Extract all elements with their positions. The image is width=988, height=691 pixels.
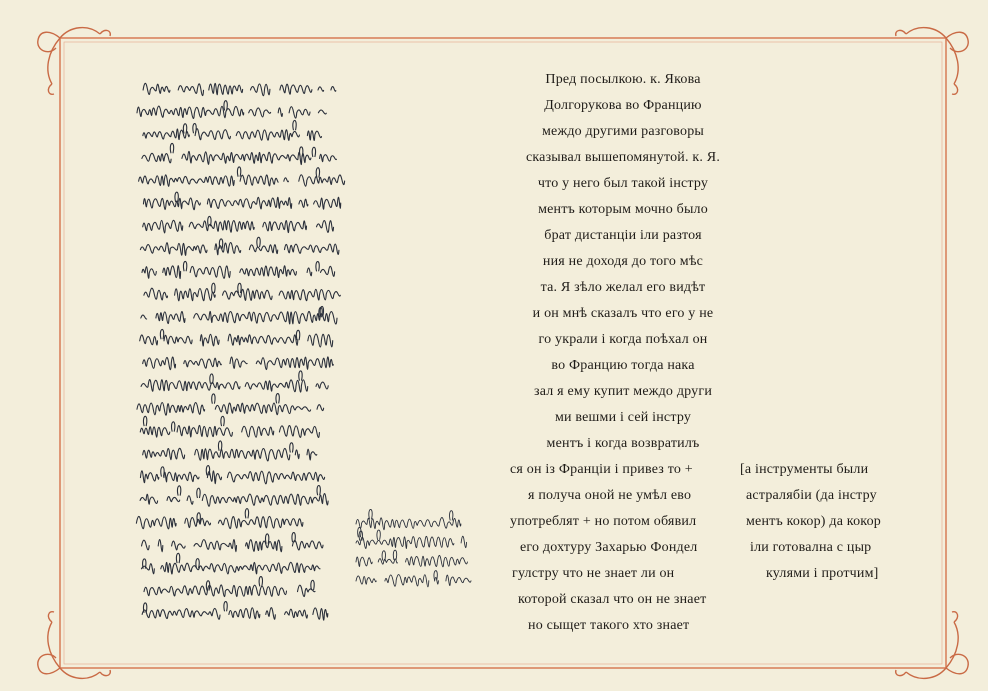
- handwriting-stroke: [218, 441, 221, 451]
- handwriting-stroke: [161, 467, 164, 477]
- handwriting-line: [142, 539, 323, 551]
- margin-note-line: [а iнструменты были: [740, 462, 869, 477]
- handwriting-line: [140, 471, 324, 484]
- handwriting-stroke: [259, 577, 262, 587]
- margin-note-line: астралябiи (да iнстру: [746, 488, 877, 503]
- handwriting-stroke: [143, 416, 146, 426]
- transcription-line: ми вешми i сей iнстру: [554, 410, 692, 425]
- transcription-line: ния не доходя до того мѣс: [542, 254, 704, 269]
- handwriting-stroke: [450, 511, 453, 521]
- handwriting-line: [143, 220, 334, 233]
- transcription-line: которой сказал что он не знает: [518, 592, 707, 607]
- handwriting-stroke: [196, 559, 199, 569]
- handwriting-stroke: [172, 422, 175, 432]
- handwriting-stroke: [276, 394, 279, 404]
- margin-note-line: кулями i протчим]: [766, 566, 879, 581]
- handwriting-stroke: [382, 551, 385, 561]
- handwriting-stroke: [377, 530, 380, 540]
- handwriting-stroke: [197, 488, 200, 498]
- handwriting-line: [140, 334, 333, 347]
- handwriting-stroke: [210, 374, 213, 384]
- handwriting-stroke: [316, 262, 319, 272]
- handwriting-stroke: [160, 329, 163, 339]
- handwriting-stroke: [143, 603, 146, 613]
- handwriting-stroke: [257, 237, 260, 247]
- handwriting-line: [143, 83, 343, 95]
- handwriting-line: [143, 129, 322, 141]
- handwriting-line: [139, 175, 345, 187]
- transcription-line: я получа оной не умѣл ево: [528, 488, 692, 503]
- handwriting-stroke: [290, 443, 293, 453]
- handwriting-stroke: [300, 147, 303, 157]
- transcription-line: но сыщет такого хто знает: [528, 618, 690, 633]
- handwriting-stroke: [212, 394, 215, 404]
- handwriting-stroke: [316, 168, 319, 178]
- manuscript-marginal-note: [350, 508, 475, 598]
- handwriting-line: [140, 243, 339, 256]
- handwriting-stroke: [224, 101, 227, 111]
- handwriting-line: [356, 575, 471, 587]
- handwriting-stroke: [312, 147, 315, 157]
- handwriting-stroke: [317, 485, 320, 495]
- handwriting-stroke: [175, 192, 178, 202]
- handwriting-line: [141, 380, 328, 392]
- transcription-line: употреблят + но потом обявил: [510, 514, 697, 529]
- handwriting-line: [144, 288, 340, 301]
- handwriting-line: [141, 311, 347, 324]
- transcription-line: ментъ которым мочно было: [538, 202, 708, 217]
- handwriting-stroke: [193, 124, 196, 134]
- transcription-line: ментъ i когда возвратилъ: [546, 436, 700, 451]
- handwriting-stroke: [296, 330, 299, 340]
- transcription-line: гулстру что не знает ли он: [512, 566, 675, 581]
- transcription-line: междо другими разговоры: [541, 124, 705, 139]
- handwriting-line: [144, 585, 315, 597]
- handwriting-line: [356, 555, 475, 566]
- transcription-line: его дохтуру Захарью Фондел: [520, 540, 698, 555]
- transcription-line: Пред посылкою. к. Якова: [545, 72, 701, 87]
- transcription-line: Долгорукова во Францию: [544, 98, 702, 113]
- margin-note-line: iли готовална с цыр: [750, 540, 872, 555]
- handwriting-stroke: [265, 534, 268, 544]
- transcription-line: и он мнѣ сказалъ что его у не: [532, 306, 714, 321]
- transcription-line: зал я ему купит междо други: [533, 384, 713, 399]
- transcription-line: та. Я зѣло желал его видѣт: [540, 280, 706, 295]
- handwriting-line: [143, 357, 333, 370]
- handwriting-stroke: [183, 124, 186, 134]
- handwriting-line: [142, 151, 337, 164]
- handwriting-stroke: [369, 509, 372, 519]
- handwriting-line: [140, 494, 328, 507]
- handwriting-stroke: [170, 143, 173, 153]
- transcription-line: го украли i когда поѣхал он: [538, 332, 708, 347]
- handwriting-stroke: [245, 509, 248, 519]
- handwriting-line: [143, 448, 317, 461]
- handwriting-line: [142, 608, 333, 621]
- transcription-line: ся он iз Францiи i привез то +: [510, 462, 693, 477]
- handwriting-line: [137, 106, 326, 118]
- handwriting-stroke: [293, 120, 296, 130]
- handwriting-stroke: [237, 167, 240, 177]
- handwriting-line: [356, 536, 467, 548]
- handwriting-stroke: [221, 416, 224, 426]
- handwriting-stroke: [176, 553, 179, 563]
- handwriting-stroke: [393, 550, 396, 560]
- handwriting-stroke: [434, 571, 437, 581]
- handwriting-line: [356, 517, 472, 529]
- handwriting-stroke: [183, 261, 186, 271]
- handwriting-line: [140, 425, 319, 437]
- transcription-line: что у него был такой iнстру: [537, 176, 709, 191]
- handwriting-stroke: [224, 602, 227, 612]
- handwriting-line: [141, 562, 320, 574]
- handwriting-line: [137, 402, 324, 415]
- handwriting-stroke: [299, 371, 302, 381]
- margin-note-line: ментъ кокор) да кокор: [746, 514, 881, 529]
- transcription-line: во Францию тогда нака: [551, 358, 695, 373]
- handwriting-stroke: [212, 283, 215, 293]
- handwriting-stroke: [143, 559, 146, 569]
- transcription-line: брат дистанцiи iли разтоя: [544, 228, 702, 243]
- transcription-line: сказывал вышепомянутой. к. Я.: [525, 150, 721, 165]
- handwriting-line: [136, 516, 303, 528]
- handwriting-line: [142, 266, 335, 279]
- handwriting-line: [143, 197, 340, 209]
- handwriting-stroke: [311, 580, 314, 590]
- handwriting-stroke: [177, 486, 180, 496]
- handwriting-stroke: [238, 283, 241, 293]
